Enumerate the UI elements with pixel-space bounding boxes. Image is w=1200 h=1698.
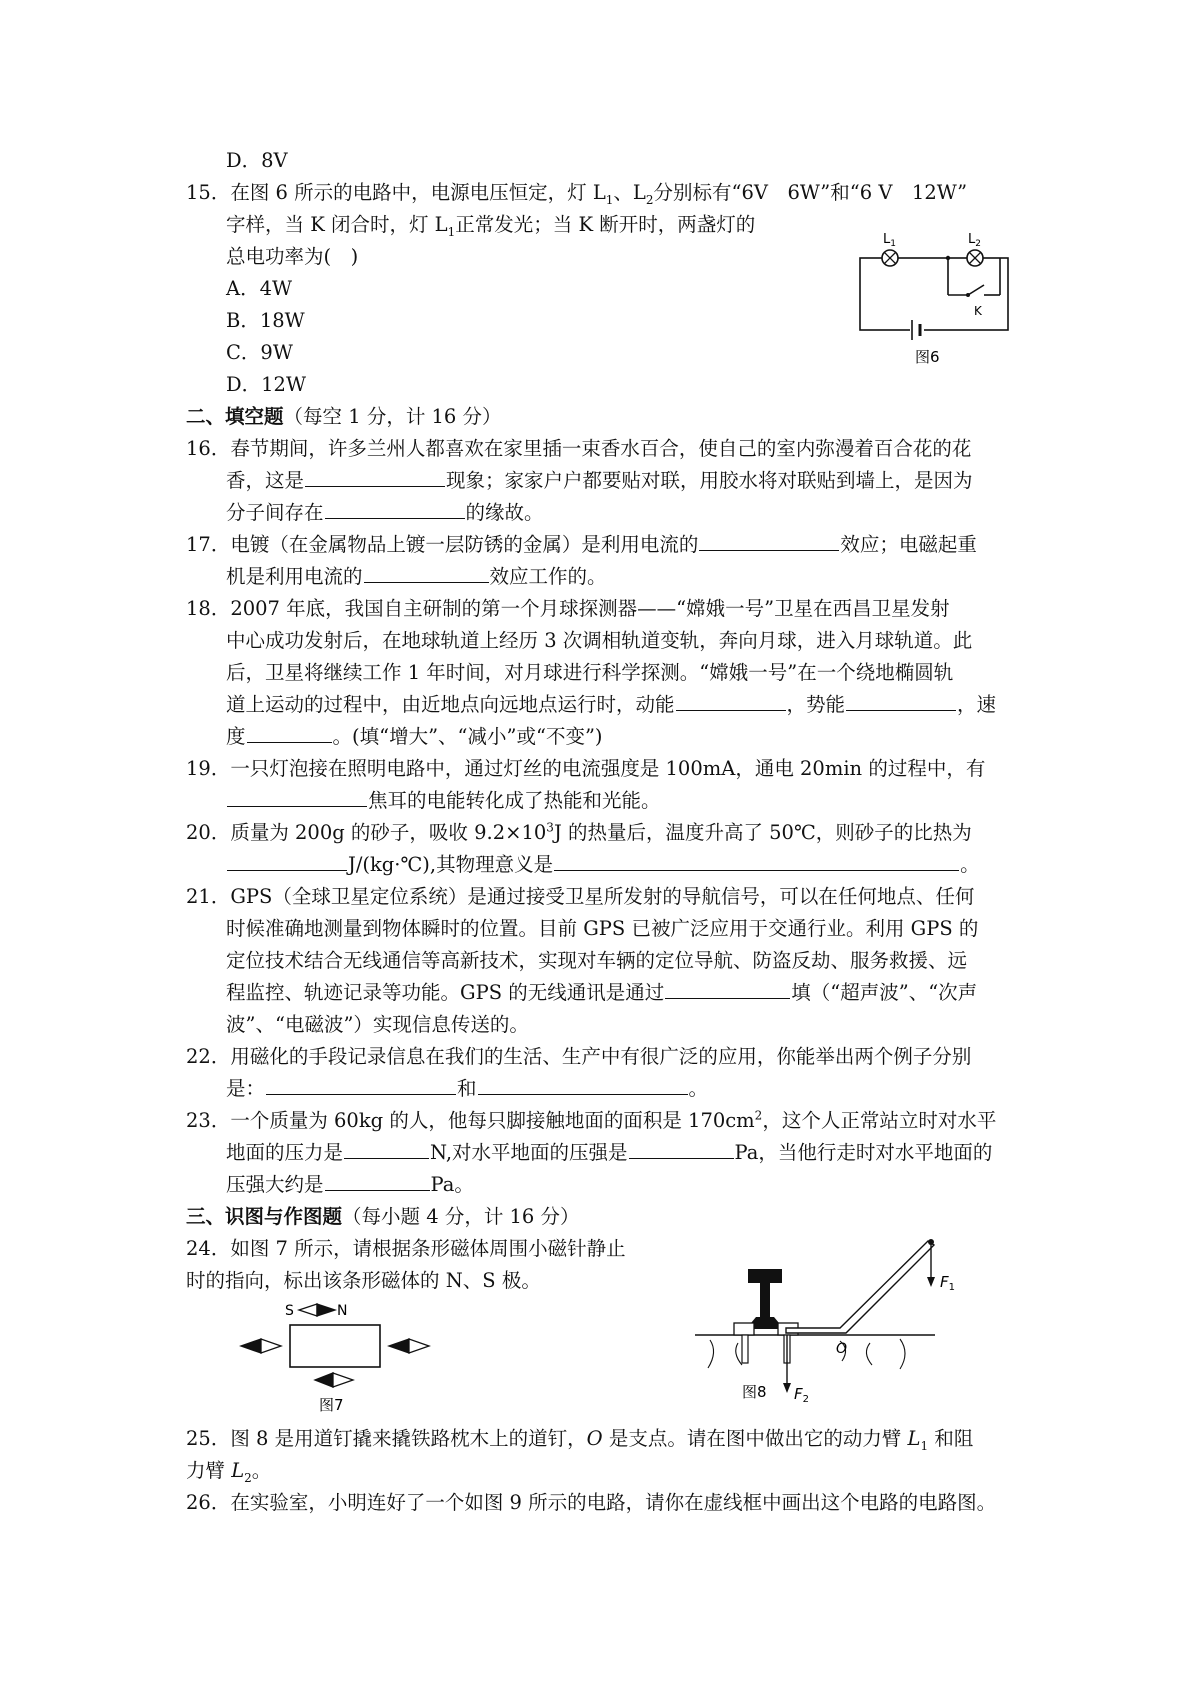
q21-blank-1[interactable] <box>665 978 790 999</box>
q19-line2: 焦耳的电能转化成了热能和光能。 <box>226 786 661 816</box>
q20-line2: J/(kg·℃),其物理意义是 。 <box>226 850 980 880</box>
q15-line2: 字样，当 K 闭合时，灯 $L_1$正常发光；当 K 断开时，两盏灯的 <box>226 213 756 239</box>
q18-line1: 18．2007 年底，我国自主研制的第一个月球探测器——“嫦娥一号”卫星在西昌卫星发射 <box>186 597 950 620</box>
fig7-caption: 图7 <box>319 1396 344 1414</box>
q15-option-b: B．18W <box>226 309 305 332</box>
figure-8-crowbar <box>690 1235 990 1415</box>
q15-option-a: A．4W <box>226 277 293 300</box>
fig6-l2-label: $L_2$ <box>968 232 981 249</box>
q18-line4: 道上运动的过程中，由近地点向远地点运行时，动能 ，势能 ，速 <box>226 690 996 720</box>
compass-needle-right-icon <box>389 1339 429 1353</box>
q21-line5: 波”、“电磁波”）实现信息传送的。 <box>226 1013 529 1036</box>
q14-option-d: D．8V <box>226 149 288 172</box>
q15-line3: 总电功率为( ) <box>226 245 359 268</box>
q15-num: 15． <box>186 181 231 204</box>
q24-line2: 时的指向，标出该条形磁体的 N、S 极。 <box>186 1269 541 1292</box>
q25-line1: 25．图 8 是用道钉撬来撬铁路枕木上的道钉，O 是支点。请在图中做出它的动力臂 $L_1$ 和阻 <box>186 1427 974 1453</box>
q21-line4: 程监控、轨迹记录等功能。GPS 的无线通讯是通过 填（“超声波”、“次声 <box>226 978 977 1008</box>
bar-magnet-rect <box>290 1325 380 1367</box>
q15-option-d: D．12W <box>226 373 306 396</box>
q24-line1: 24．如图 7 所示，请根据条形磁体周围小磁针静止 <box>186 1237 626 1260</box>
soil-texture <box>708 1339 905 1369</box>
figure-7-bar-magnet <box>235 1300 445 1415</box>
q22-blank-1[interactable] <box>266 1074 456 1095</box>
compass-needle-left-icon <box>241 1339 281 1353</box>
q16-line1: 16．春节期间，许多兰州人都喜欢在家里插一束香水百合，使自己的室内弥漫着百合花的花 <box>186 437 972 460</box>
section-2-header: 二、填空题（每空 1 分，计 16 分） <box>186 405 502 428</box>
q19-line1: 19．一只灯泡接在照明电路中，通过灯丝的电流强度是 100mA，通电 20min 的过程中，有 <box>186 757 986 780</box>
junction-dot-icon <box>946 256 950 260</box>
q26-line1: 26．在实验室，小明连好了一个如图 9 所示的电路，请你在虚线框中画出这个电路的电路图。 <box>186 1491 997 1514</box>
q16-blank-2[interactable] <box>325 498 465 519</box>
fig8-f1-label: $F_1$ <box>940 1273 956 1293</box>
fig8-caption: 图8 <box>742 1383 767 1401</box>
q23-line1: 23．一个质量为 60kg 的人，他每只脚接触地面的面积是 $170cm^2$，这个人正常站立时对水平 <box>186 1108 997 1132</box>
q17-line2: 机是利用电流的 效应工作的。 <box>226 562 607 592</box>
q16-line2: 香，这是 现象；家家户户都要贴对联，用胶水将对联贴到墙上，是因为 <box>226 466 973 496</box>
fig8-f2-label: $F_2$ <box>794 1385 810 1405</box>
q18-line2: 中心成功发射后，在地球轨道上经历 3 次调相轨道变轨，奔向月球，进入月球轨道。此 <box>226 629 973 652</box>
q23-blank-2[interactable] <box>629 1138 734 1159</box>
q18-blank-3[interactable] <box>247 722 332 743</box>
q17-blank-1[interactable] <box>699 530 839 551</box>
q16-line3: 分子间存在 的缘故。 <box>226 498 544 528</box>
fig8-o-label: O <box>836 1341 848 1357</box>
q18-line3: 后，卫星将继续工作 1 年时间，对月球进行科学探测。“嫦娥一号”在一个绕地椭圆轨 <box>226 661 954 684</box>
fig6-caption: 图6 <box>915 348 940 365</box>
fig7-s-label: S <box>285 1303 294 1319</box>
tie-plate-left <box>734 1323 754 1335</box>
q19-blank-1[interactable] <box>227 786 367 807</box>
lamp-l1-icon <box>882 250 898 266</box>
q18-line5: 度 。(填“增大”、“减小”或“不变”) <box>226 722 603 752</box>
compass-needle-top-icon <box>299 1304 335 1316</box>
q20-blank-2[interactable] <box>554 850 959 871</box>
compass-needle-bottom-icon <box>315 1373 353 1387</box>
switch-pivot-icon <box>966 293 970 297</box>
fig6-k-label: K <box>974 304 982 318</box>
q17-line1: 17．电镀（在金属物品上镀一层防锈的金属）是利用电流的 效应；电磁起重 <box>186 530 977 560</box>
q22-blank-2[interactable] <box>478 1074 688 1095</box>
q17-blank-2[interactable] <box>364 562 489 583</box>
q25-line2: 力臂 $L_2$。 <box>186 1459 272 1485</box>
q23-line3: 压强大约是 Pa。 <box>226 1170 474 1200</box>
lamp-l2-icon <box>967 250 983 266</box>
battery-icon <box>910 319 924 341</box>
q21-line1: 21．GPS（全球卫星定位系统）是通过接受卫星所发射的导航信号，可以在任何地点、任何 <box>186 885 975 908</box>
q23-blank-3[interactable] <box>325 1170 430 1191</box>
q21-line3: 定位技术结合无线通信等高新技术，实现对车辆的定位导航、防盗反劫、服务救援、远 <box>226 949 968 972</box>
spike-left <box>742 1335 748 1363</box>
fig7-n-label: N <box>337 1303 348 1319</box>
section-3-header: 三、识图与作图题（每小题 4 分，计 16 分） <box>186 1205 580 1228</box>
f2-arrowhead-icon <box>783 1383 791 1393</box>
q16-blank-1[interactable] <box>305 466 445 487</box>
f1-arrowhead-icon <box>927 1277 935 1287</box>
q22-line2: 是： 和 。 <box>226 1074 708 1104</box>
q20-blank-1[interactable] <box>227 850 347 871</box>
crowbar-icon <box>786 1241 934 1333</box>
q15-line1: 15．在图 6 所示的电路中，电源电压恒定，灯 $L_1$、$L_2$分别标有“6V 6W”和“6 V 12W” <box>186 181 968 207</box>
fig6-l1-label: $L_1$ <box>883 232 896 249</box>
rail-icon <box>746 1269 784 1329</box>
q18-blank-2[interactable] <box>846 690 956 711</box>
q18-blank-1[interactable] <box>676 690 786 711</box>
q23-line2: 地面的压力是 N,对水平地面的压强是 Pa，当他行走时对水平地面的 <box>226 1138 992 1168</box>
q22-line1: 22．用磁化的手段记录信息在我们的生活、生产中有很广泛的应用，你能举出两个例子分别 <box>186 1045 972 1068</box>
q20-line1: 20．质量为 200g 的砂子，吸收 $9.2\times 10^3J$ 的热量后，温度升高了 50℃，则砂子的比热为 <box>186 820 972 844</box>
q15-option-c: C．9W <box>226 341 293 364</box>
q21-line2: 时候准确地测量到物体瞬时的位置。目前 GPS 已被广泛应用于交通行业。利用 GPS 的 <box>226 917 979 940</box>
q23-blank-1[interactable] <box>344 1138 429 1159</box>
figure-6-circuit <box>850 225 1020 365</box>
